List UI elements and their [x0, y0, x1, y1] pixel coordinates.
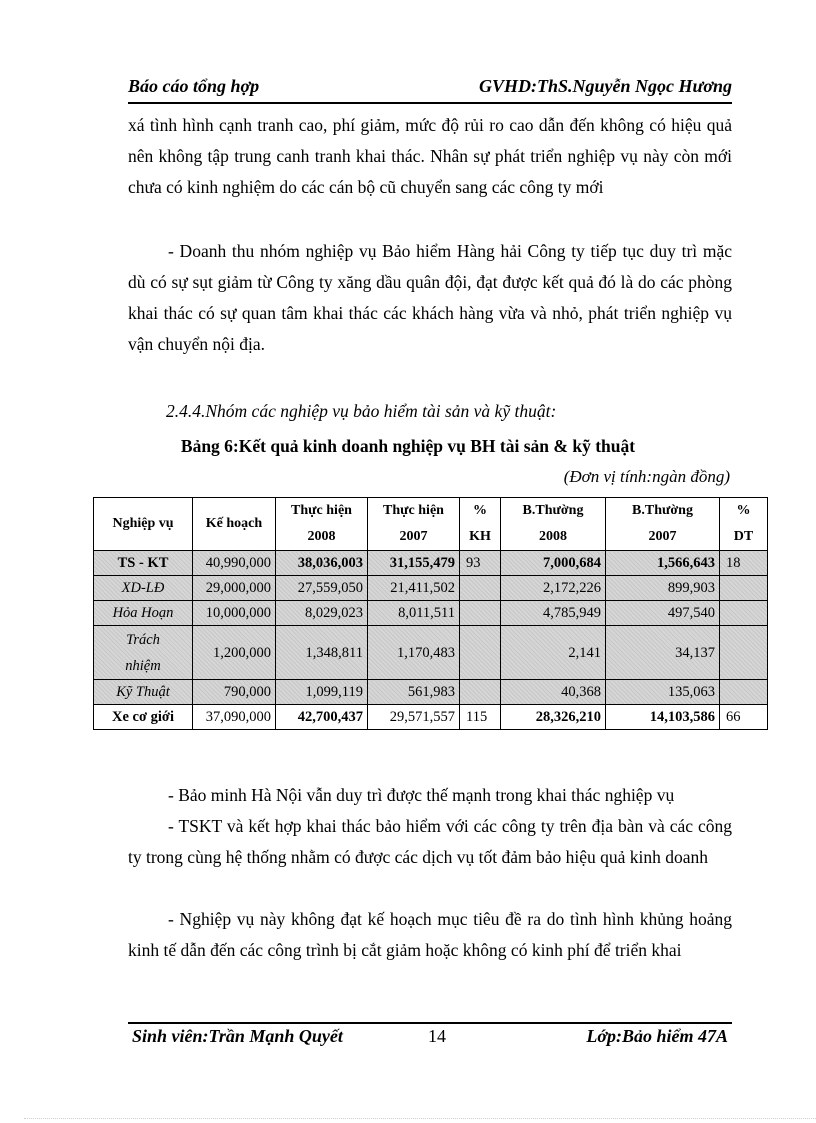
table-row — [94, 626, 768, 680]
page-number: 14 — [428, 1026, 446, 1046]
cell-claims-2007: 497,540 — [606, 601, 720, 626]
header-line: 2008 — [307, 529, 336, 544]
cell-claims-2007: 14,103,586 — [606, 705, 720, 730]
header-cell: Nghiệp vụ — [94, 498, 193, 551]
cell-plan: 1,200,000 — [193, 626, 276, 680]
paragraph-competition: xá tình hình cạnh tranh cao, phí giảm, mức độ rủi ro cao dẫn đến không có hiệu quả nên không tập trung canh tranh khai thác. Nhân sự phát triển nghiệp vụ này còn mới chưa có kinh nghiệm do các cán bộ cũ chuyển sang các công ty mới — [128, 115, 732, 197]
cell-actual-2008: 38,036,003 — [276, 551, 368, 576]
cell-actual-2008: 8,029,023 — [276, 601, 368, 626]
row-label: XD-LĐ — [94, 576, 193, 601]
cell-actual-2008: 1,099,119 — [276, 680, 368, 705]
page-footer — [128, 1026, 732, 1052]
row-label — [94, 626, 193, 680]
row-label: Kỹ Thuật — [94, 680, 193, 705]
row-label-line: nhiệm — [125, 657, 161, 674]
table-row — [94, 551, 768, 576]
cell-claims-2007: 1,566,643 — [606, 551, 720, 576]
cell-pct-dt — [720, 576, 768, 601]
header-cell — [276, 498, 368, 551]
cell-pct-kh — [460, 626, 501, 680]
header-cell — [606, 498, 720, 551]
cell-actual-2007: 561,983 — [368, 680, 460, 705]
header-cell — [720, 498, 768, 551]
header-report-title: Báo cáo tổng hợp — [128, 76, 260, 96]
cell-claims-2008: 7,000,684 — [501, 551, 606, 576]
cell-claims-2007: 899,903 — [606, 576, 720, 601]
header-line: DT — [733, 529, 754, 544]
table-title: Bảng 6:Kết quả kinh doanh nghiệp vụ BH tài sản & kỹ thuật — [180, 436, 636, 456]
footer-class: Lớp:Bảo hiểm 47A — [586, 1026, 728, 1046]
cell-claims-2008: 4,785,949 — [501, 601, 606, 626]
section-subheading: 2.4.4.Nhóm các nghiệp vụ bảo hiểm tài sản và kỹ thuật: — [166, 401, 557, 421]
header-line: 2007 — [399, 529, 428, 544]
cell-plan: 37,090,000 — [193, 705, 276, 730]
cell-pct-kh — [460, 601, 501, 626]
cell-pct-dt — [720, 680, 768, 705]
cell-claims-2007: 135,063 — [606, 680, 720, 705]
cell-pct-kh — [460, 576, 501, 601]
header-line: KH — [469, 529, 491, 544]
cell-claims-2008: 40,368 — [501, 680, 606, 705]
header-line: Thực hiện — [291, 503, 352, 518]
cell-actual-2007: 29,571,557 — [368, 705, 460, 730]
row-label: TS - KT — [94, 551, 193, 576]
cell-actual-2008: 42,700,437 — [276, 705, 368, 730]
paragraph-strength: - Bảo minh Hà Nội vẫn duy trì được thế mạnh trong khai thác nghiệp vụ — [168, 785, 675, 805]
paragraph-marine-revenue: - Doanh thu nhóm nghiệp vụ Bảo hiểm Hàng hải Công ty tiếp tục duy trì mặc dù có sự sụt giảm từ Công ty xăng dầu quân đội, đạt được kết quả đó là do các phòng khai thác có sự quan tâm khai thác các khách hàng vừa và nhỏ, phát triển nghiệp vụ vận chuyển nội địa. — [128, 241, 732, 354]
cell-claims-2008: 2,141 — [501, 626, 606, 680]
header-supervisor: GVHD:ThS.Nguyễn Ngọc Hương — [479, 76, 732, 96]
row-label-line: Trách — [126, 631, 160, 648]
page-header — [128, 76, 732, 102]
header-line: B.Thường — [632, 503, 693, 518]
cell-pct-kh: 115 — [460, 705, 501, 730]
header-line: 2007 — [648, 529, 677, 544]
cell-claims-2008: 28,326,210 — [501, 705, 606, 730]
table-row — [94, 576, 768, 601]
cell-plan: 10,000,000 — [193, 601, 276, 626]
header-cell: Kế hoạch — [193, 498, 276, 551]
cell-pct-dt: 18 — [720, 551, 768, 576]
cell-pct-dt — [720, 626, 768, 680]
results-table — [93, 497, 768, 730]
page-edge-dots — [24, 1118, 816, 1119]
table-row — [94, 680, 768, 705]
cell-actual-2008: 27,559,050 — [276, 576, 368, 601]
row-label: Hỏa Hoạn — [94, 601, 193, 626]
cell-actual-2007: 1,170,483 — [368, 626, 460, 680]
cell-actual-2007: 31,155,479 — [368, 551, 460, 576]
header-line: % — [736, 503, 751, 518]
cell-pct-dt — [720, 601, 768, 626]
header-cell — [460, 498, 501, 551]
table-unit-note: (Đơn vị tính:ngàn đồng) — [563, 467, 730, 486]
table-row — [94, 705, 768, 730]
table-header-row — [94, 498, 768, 551]
header-line: Thực hiện — [383, 503, 444, 518]
header-divider — [128, 102, 732, 104]
cell-actual-2007: 8,011,511 — [368, 601, 460, 626]
table-row — [94, 601, 768, 626]
header-cell — [368, 498, 460, 551]
cell-actual-2008: 1,348,811 — [276, 626, 368, 680]
header-cell — [501, 498, 606, 551]
header-line: % — [473, 503, 487, 518]
cell-pct-kh: 93 — [460, 551, 501, 576]
footer-divider — [128, 1022, 732, 1024]
paragraph-target-missed: - Nghiệp vụ này không đạt kế hoạch mục tiêu đề ra do tình hình khủng hoảng kinh tế dẫn đến các công trình bị cắt giảm hoặc không có kinh phí để triển khai — [128, 909, 732, 960]
cell-claims-2008: 2,172,226 — [501, 576, 606, 601]
footer-student: Sinh viên:Trần Mạnh Quyết — [132, 1026, 343, 1046]
cell-plan: 40,990,000 — [193, 551, 276, 576]
header-line: B.Thường — [522, 503, 584, 518]
cell-pct-dt: 66 — [720, 705, 768, 730]
cell-actual-2007: 21,411,502 — [368, 576, 460, 601]
row-label: Xe cơ giới — [94, 705, 193, 730]
paragraph-cooperation: - TSKT và kết hợp khai thác bảo hiểm với các công ty trên địa bàn và các công ty trong cùng hệ thống nhằm có được các dịch vụ tốt đảm bảo hiệu quả kinh doanh — [128, 816, 732, 867]
cell-pct-kh — [460, 680, 501, 705]
cell-plan: 790,000 — [193, 680, 276, 705]
header-line: 2008 — [539, 529, 567, 544]
cell-plan: 29,000,000 — [193, 576, 276, 601]
cell-claims-2007: 34,137 — [606, 626, 720, 680]
